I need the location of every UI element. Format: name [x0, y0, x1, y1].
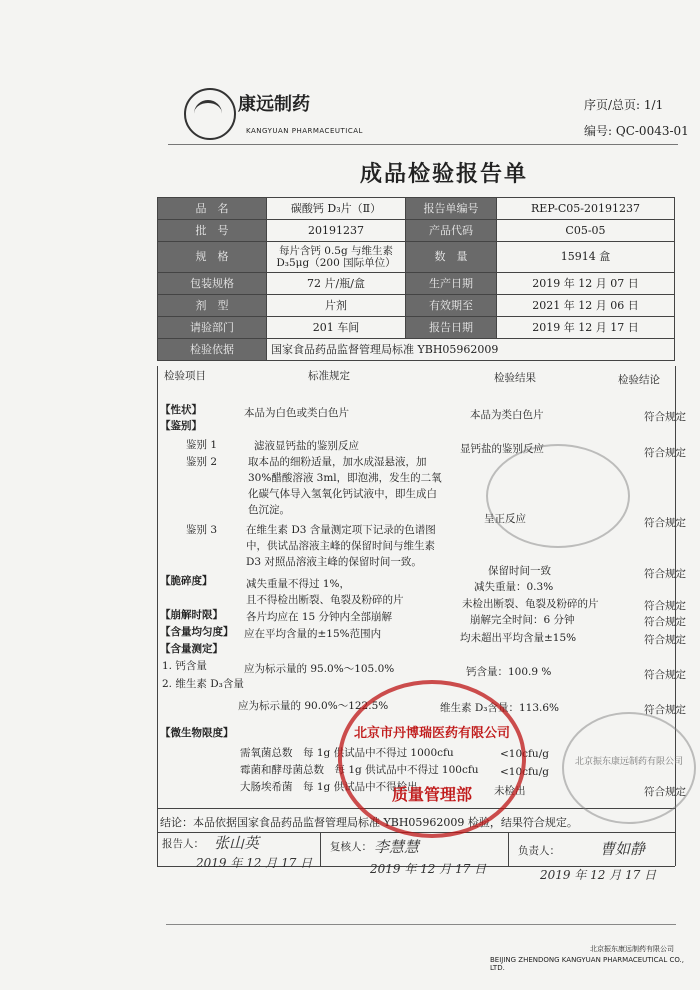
footer-divider [166, 924, 676, 925]
company-logo [184, 88, 236, 140]
gray-stamp-right [562, 712, 696, 824]
brittle-result-2: 未检出断裂、龟裂及粉碎的片 [462, 598, 599, 610]
id3-conclusion: 符合规定 [644, 568, 686, 580]
footer-company-en: BEIJING ZHENDONG KANGYUAN PHARMACEUTICAL CO., LTD. [490, 956, 685, 972]
traits-standard: 本品为白色或类白色片 [244, 407, 349, 419]
disint-label: 【崩解时限】 [160, 609, 223, 621]
id3-standard: 在维生素 D3 含量测定项下记录的色谱图中，供试品溶液主峰的保留时间与维生素 D3 对照品溶液主峰的保留时间一致。 [246, 524, 436, 568]
basis-value: 国家食品药品监督管理局标准 YBH05962009 [267, 339, 675, 361]
ca-conclusion: 符合规定 [644, 669, 686, 681]
reviewer-date: 2019 年 12 月 17 日 [370, 862, 487, 876]
report-date-value: 2019 年 12 月 17 日 [497, 317, 675, 339]
col-result: 检验结果 [494, 372, 536, 384]
id2-conclusion: 符合规定 [644, 517, 686, 529]
reporter-label: 报告人： [162, 838, 204, 850]
signoff-sep-2 [508, 832, 509, 866]
brittle-result-1: 减失重量：0.3% [474, 581, 554, 593]
mfg-date-value: 2019 年 12 月 07 日 [497, 273, 675, 295]
red-stamp-dept: 质量管理部 [391, 785, 472, 804]
table-left-border [157, 366, 158, 866]
id3-label: 鉴别 3 [186, 524, 218, 536]
gray-stamp-text: 北京振东康远制药有限公司 [574, 757, 683, 767]
page-title: 成品检验报告单 [360, 162, 529, 187]
id1-label: 鉴别 1 [186, 439, 218, 451]
disint-standard: 各片均应在 15 分钟内全部崩解 [246, 611, 393, 623]
brittle-standard-1: 减失重量不得过 1%， [246, 578, 350, 590]
ca-standard: 应为标示量的 95.0%～105.0% [244, 663, 395, 675]
dept-label: 请验部门 [158, 317, 267, 339]
mfg-date-label: 生产日期 [406, 273, 497, 295]
quality-dept-stamp [338, 680, 526, 838]
report-no-value: REP-C05-20191237 [497, 198, 675, 220]
ca-label: 1. 钙含量 [162, 660, 207, 672]
report-no-label: 报告单编号 [406, 198, 497, 220]
spec-label: 规 格 [158, 242, 267, 273]
id1-conclusion: 符合规定 [644, 447, 686, 459]
product-info-table [157, 197, 675, 361]
vd-standard: 应为标示量的 90.0%～122.5% [238, 700, 389, 712]
basis-label: 检验依据 [158, 339, 267, 361]
micro-aerobic: 需氧菌总数 每 1g 供试品中不得过 1000cfu [240, 747, 454, 759]
id2-label: 鉴别 2 [186, 456, 218, 468]
product-label: 品 名 [158, 198, 267, 220]
vd-label: 2. 维生素 D₃含量 [162, 678, 244, 690]
pack-label: 包装规格 [158, 273, 267, 295]
signoff-sep-1 [320, 832, 321, 866]
faded-stamp-middle [486, 444, 630, 548]
header-divider [168, 144, 678, 145]
ident-label: 【鉴别】 [160, 420, 202, 432]
dept-value: 201 车间 [267, 317, 406, 339]
assay-label: 【含量测定】 [160, 643, 223, 655]
qty-label: 数 量 [406, 242, 497, 273]
traits-result: 本品为类白色片 [470, 409, 544, 421]
brittle-label: 【脆碎度】 [160, 575, 213, 587]
ca-result: 钙含量：100.9 % [466, 666, 552, 678]
micro-aerobic-result: <10cfu/g [500, 748, 549, 760]
col-item: 检验项目 [164, 370, 206, 382]
qty-value: 15914 盒 [497, 242, 675, 273]
company-name: 康远制药 [238, 94, 310, 115]
page-info: 序页/总页: 1/1 [584, 98, 664, 112]
logo-mark-icon [194, 100, 222, 127]
vd-conclusion: 符合规定 [644, 704, 686, 716]
uniform-conclusion: 符合规定 [644, 634, 686, 646]
batch-label: 批 号 [158, 220, 267, 242]
micro-label: 【微生物限度】 [160, 727, 234, 739]
micro-ecoli-result: 未检出 [494, 785, 526, 797]
col-standard: 标准规定 [308, 370, 350, 382]
disint-result: 崩解完全时间：6 分钟 [470, 614, 575, 626]
leader-signature: 曹如静 [600, 840, 646, 858]
micro-mold: 霉菌和酵母菌总数 每 1g 供试品中不得过 100cfu [240, 764, 479, 776]
vd-result: 维生素 D₃含量：113.6% [440, 702, 560, 714]
micro-mold-result: <10cfu/g [500, 766, 549, 778]
brittle-standard-2: 且不得检出断裂、龟裂及粉碎的片 [246, 594, 404, 606]
uniform-standard: 应在平均含量的±15%范围内 [244, 628, 382, 640]
form-label: 剂 型 [158, 295, 267, 317]
reporter-signature: 张山英 [214, 834, 260, 852]
traits-conclusion: 符合规定 [644, 411, 686, 423]
batch-value: 20191237 [267, 220, 406, 242]
id1-standard: 滤液显钙盐的鉴别反应 [254, 440, 359, 452]
spec-value: 每片含钙 0.5g 与维生素 D₃5μg（200 国际单位） [267, 242, 406, 273]
leader-label: 负责人： [518, 845, 560, 857]
doc-number: 编号: QC-0043-01 [584, 124, 689, 138]
micro-ecoli: 大肠埃希菌 每 1g 供试品中不得检出 [240, 781, 418, 793]
footer-company-cn: 北京振东康远制药有限公司 [590, 945, 674, 953]
red-stamp-company: 北京市丹博瑞医药有限公司 [353, 726, 510, 741]
report-date-label: 报告日期 [406, 317, 497, 339]
id2-result: 呈正反应 [484, 513, 526, 525]
product-value: 碳酸钙 D₃片（Ⅱ） [267, 198, 406, 220]
id2-standard: 取本品的细粉适量，加水成湿悬液，加 30%醋酸溶液 3ml，即泡沸，发生的二氧化碳气体导入氢氧化钙试液中，即生成白色沉淀。 [248, 456, 442, 516]
leader-date: 2019 年 12 月 17 日 [540, 868, 657, 882]
uniform-result: 均未超出平均含量±15% [460, 632, 577, 644]
id1-result: 显钙盐的鉴别反应 [460, 443, 544, 455]
col-conclusion: 检验结论 [618, 374, 660, 386]
conclusion-text: 结论：本品依据国家食品药品监督管理局标准 YBH05962009 检验，结果符合规定。 [160, 816, 578, 829]
product-code-value: C05-05 [497, 220, 675, 242]
reporter-date: 2019 年 12 月 17 日 [196, 856, 313, 870]
brittle-conclusion: 符合规定 [644, 600, 686, 612]
reviewer-label: 复核人： [330, 841, 372, 853]
product-code-label: 产品代码 [406, 220, 497, 242]
expiry-value: 2021 年 12 月 06 日 [497, 295, 675, 317]
reviewer-signature: 李慧慧 [374, 838, 420, 856]
form-value: 片剂 [267, 295, 406, 317]
micro-conclusion: 符合规定 [644, 786, 686, 798]
company-name-en: KANGYUAN PHARMACEUTICAL [246, 127, 363, 135]
expiry-label: 有效期至 [406, 295, 497, 317]
traits-label: 【性状】 [160, 404, 202, 416]
disint-conclusion: 符合规定 [644, 616, 686, 628]
pack-value: 72 片/瓶/盒 [267, 273, 406, 295]
uniform-label: 【含量均匀度】 [160, 626, 234, 638]
id3-result: 保留时间一致 [488, 565, 551, 577]
